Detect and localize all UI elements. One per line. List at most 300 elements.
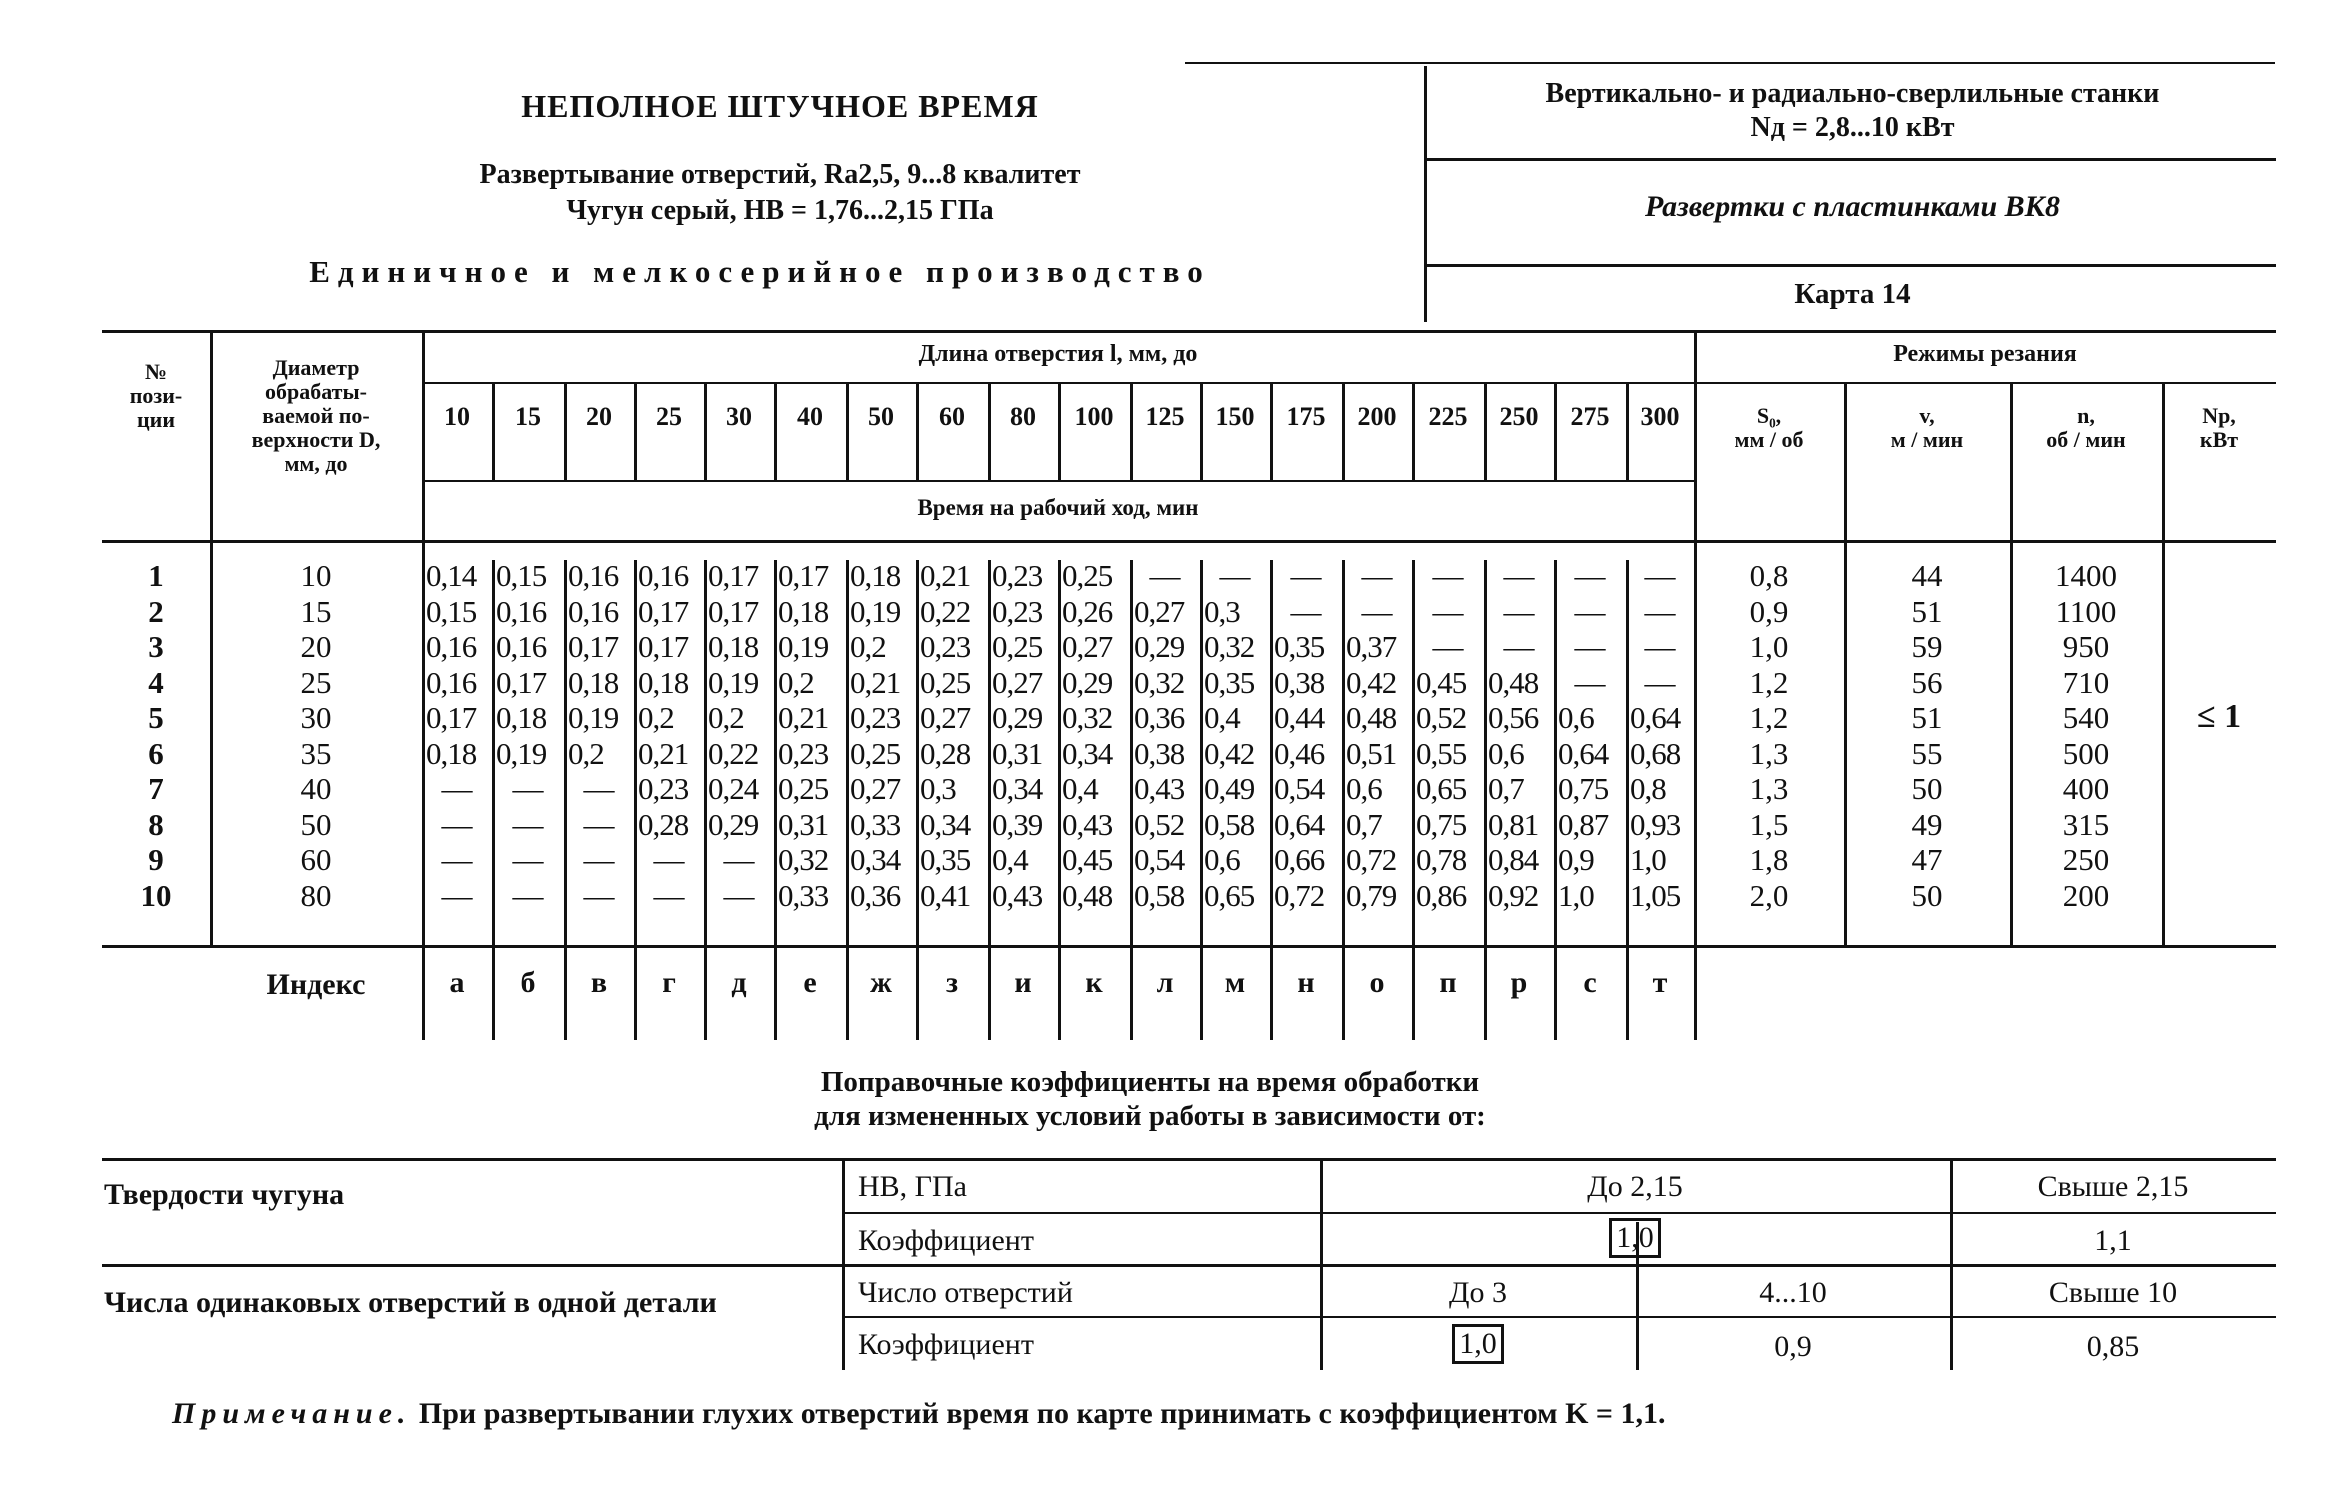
time-cell: 0,34 — [850, 842, 901, 877]
note — [172, 1397, 2172, 1431]
time-cell: 0,22 — [920, 593, 971, 629]
index-letter: о — [1369, 966, 1385, 999]
time-cell: 0,3 — [920, 771, 956, 806]
length-value-175: 175 — [1286, 402, 1326, 431]
time-cell: 0,58 — [1204, 806, 1255, 842]
time-cell: 0,17 — [426, 700, 477, 735]
time-cell: 0,18 — [850, 558, 901, 593]
row-rpm: 250 — [2062, 842, 2110, 877]
time-cell: 0,33 — [778, 877, 829, 913]
time-cell: 0,19 — [850, 593, 901, 629]
time-cell: 0,55 — [1416, 735, 1467, 771]
time-cell: 0,27 — [1062, 629, 1113, 664]
row-rpm: 1100 — [2055, 593, 2117, 629]
time-cell: 0,2 — [850, 629, 886, 664]
time-cell: — — [1432, 629, 1464, 664]
time-cell: 0,16 — [496, 593, 547, 629]
time-cell: 1,05 — [1630, 877, 1681, 913]
production-type: Единичное и мелкосерийное производство — [309, 254, 1211, 289]
time-cell: — — [1290, 558, 1322, 593]
time-cell: 0,32 — [1062, 700, 1113, 735]
row-diameter: 50 — [300, 806, 332, 842]
hardness-coef-label: Коэффициент — [858, 1224, 1034, 1257]
mode-feed-header-line: мм / об — [1734, 427, 1804, 452]
time-cell: 0,2 — [708, 700, 744, 735]
hardness-coef-1: 1,0 — [1609, 1218, 1661, 1258]
time-cell: — — [1574, 664, 1606, 700]
time-cell: 0,28 — [920, 735, 971, 771]
material-description: Чугун серый, HB = 1,76...2,15 ГПа — [566, 195, 994, 226]
time-cell: 0,23 — [638, 771, 689, 806]
time-cell: 0,21 — [920, 558, 971, 593]
length-header: Длина отверстия l, мм, до — [918, 341, 1198, 367]
time-cell: 0,18 — [426, 735, 477, 771]
time-cell: 0,8 — [1630, 771, 1666, 806]
time-cell: 0,35 — [920, 842, 971, 877]
length-value-100: 100 — [1074, 402, 1114, 431]
time-cell: — — [1432, 593, 1464, 629]
time-cell: 0,35 — [1274, 629, 1325, 664]
time-cell: — — [1644, 558, 1676, 593]
time-cell: 0,18 — [708, 629, 759, 664]
row-feed: 2,0 — [1749, 877, 1789, 913]
time-cell: 0,31 — [992, 735, 1043, 771]
time-cell: 0,27 — [1134, 593, 1185, 629]
time-cell: 0,64 — [1274, 806, 1325, 842]
mode-power-header-line: кВт — [2199, 427, 2239, 452]
time-header: Время на рабочий ход, мин — [917, 495, 1199, 520]
np-value: ≤ 1 — [2196, 698, 2242, 735]
row-position: 10 — [140, 877, 172, 913]
time-cell: 0,32 — [1204, 629, 1255, 664]
col-diameter-header-line: мм, до — [284, 451, 348, 476]
time-cell: — — [1574, 593, 1606, 629]
time-cell: 0,58 — [1134, 877, 1185, 913]
time-cell: — — [583, 806, 615, 842]
row-position: 4 — [148, 664, 164, 700]
row-feed: 1,5 — [1749, 806, 1789, 842]
holes-col-3: Свыше 10 — [2048, 1276, 2178, 1309]
time-cell: — — [723, 842, 755, 877]
holes-col-1: До 3 — [1449, 1276, 1507, 1309]
time-cell: 0,23 — [992, 558, 1043, 593]
time-cell: 0,17 — [496, 664, 547, 700]
time-cell: 0,7 — [1346, 806, 1382, 842]
time-cell: 0,18 — [638, 664, 689, 700]
index-letter: г — [662, 966, 676, 999]
header-rule-2 — [1426, 264, 2276, 267]
row-diameter: 30 — [300, 700, 332, 735]
time-cell: 0,27 — [920, 700, 971, 735]
time-cell: 0,75 — [1558, 771, 1609, 806]
time-cell: — — [1574, 629, 1606, 664]
col-diameter-header-line: Диаметр — [272, 355, 360, 380]
length-value-250: 250 — [1499, 402, 1539, 431]
tool-description: Развертки с пластинками ВК8 — [1644, 190, 2060, 223]
row-feed: 1,2 — [1749, 664, 1789, 700]
time-cell: 0,84 — [1488, 842, 1539, 877]
time-cell: 0,52 — [1134, 806, 1185, 842]
time-cell: 0,38 — [1274, 664, 1325, 700]
holes-coef-label: Коэффициент — [858, 1328, 1034, 1361]
row-diameter: 10 — [300, 558, 332, 593]
corr-rule — [842, 1316, 2276, 1318]
machine-type: Вертикально- и радиально-сверлильные станки — [1545, 78, 2160, 109]
row-rpm: 200 — [2062, 877, 2110, 913]
time-cell: 0,19 — [568, 700, 619, 735]
time-cell: 0,16 — [496, 629, 547, 664]
holes-coef-1: 1,0 — [1452, 1324, 1504, 1364]
corrections-title-1: Поправочные коэффициенты на время обработки — [820, 1066, 1480, 1098]
time-cell: 0,3 — [1204, 593, 1240, 629]
time-cell: 0,45 — [1062, 842, 1113, 877]
length-value-200: 200 — [1357, 402, 1397, 431]
header-bottom-rule — [102, 540, 2276, 543]
time-cell: 0,34 — [992, 771, 1043, 806]
time-cell: 0,78 — [1416, 842, 1467, 877]
card-number: Карта 14 — [1794, 278, 1911, 310]
time-cell: 0,75 — [1416, 806, 1467, 842]
time-cell: 0,65 — [1204, 877, 1255, 913]
time-cell: 0,65 — [1416, 771, 1467, 806]
time-cell: 0,93 — [1630, 806, 1681, 842]
time-cell: 0,9 — [1558, 842, 1594, 877]
time-cell: 0,23 — [778, 735, 829, 771]
row-rpm: 500 — [2062, 735, 2110, 771]
col-position-header-line: пози- — [129, 383, 183, 408]
time-cell: 0,6 — [1346, 771, 1382, 806]
time-cell: 0,7 — [1488, 771, 1524, 806]
row-feed: 1,8 — [1749, 842, 1789, 877]
length-value-225: 225 — [1428, 402, 1468, 431]
length-value-10: 10 — [444, 402, 470, 431]
row-diameter: 35 — [300, 735, 332, 771]
hardness-param: HB, ГПа — [858, 1170, 967, 1203]
row-speed: 59 — [1911, 629, 1943, 664]
time-cell: 0,24 — [708, 771, 759, 806]
row-rpm: 1400 — [2055, 558, 2117, 593]
time-cell: 0,54 — [1274, 771, 1325, 806]
time-cell: 0,25 — [850, 735, 901, 771]
time-header-rule — [422, 480, 1694, 482]
length-value-300: 300 — [1640, 402, 1680, 431]
time-cell: 0,41 — [920, 877, 971, 913]
length-value-125: 125 — [1145, 402, 1185, 431]
row-position: 5 — [148, 700, 164, 735]
row-speed: 55 — [1911, 735, 1943, 771]
time-cell: 0,48 — [1488, 664, 1539, 700]
row-diameter: 80 — [300, 877, 332, 913]
time-cell: 0,49 — [1204, 771, 1255, 806]
row-diameter: 40 — [300, 771, 332, 806]
row-position: 7 — [148, 771, 164, 806]
time-cell: 0,34 — [920, 806, 971, 842]
col-diameter-header-line: верхности D, — [251, 427, 381, 452]
hardness-label: Твердости чугуна — [104, 1178, 345, 1211]
time-cell: 0,86 — [1416, 877, 1467, 913]
length-value-80: 80 — [1010, 402, 1036, 431]
length-value-275: 275 — [1570, 402, 1610, 431]
time-cell: 0,25 — [778, 771, 829, 806]
time-cell: 0,19 — [496, 735, 547, 771]
hardness-col-2: Свыше 2,15 — [2037, 1170, 2189, 1203]
mode-power-header-line: Nр, — [2202, 403, 2236, 428]
mode-col-rule — [2162, 382, 2165, 945]
time-cell: 0,52 — [1416, 700, 1467, 735]
time-cell: — — [512, 877, 544, 913]
time-cell: 0,17 — [778, 558, 829, 593]
time-cell: 0,6 — [1488, 735, 1524, 771]
length-value-30: 30 — [726, 402, 752, 431]
modes-header: Режимы резания — [1893, 341, 2077, 367]
row-rpm: 315 — [2062, 806, 2110, 842]
time-cell: — — [441, 877, 473, 913]
time-cell: 0,36 — [850, 877, 901, 913]
row-feed: 1,3 — [1749, 771, 1789, 806]
time-cell: — — [1361, 558, 1393, 593]
mode-rpm-header-line: n, — [2077, 403, 2095, 428]
time-cell: 0,72 — [1346, 842, 1397, 877]
row-speed: 50 — [1911, 771, 1943, 806]
row-diameter: 25 — [300, 664, 332, 700]
time-cell: 0,16 — [426, 664, 477, 700]
time-cell: 0,17 — [638, 593, 689, 629]
time-cell: — — [1361, 593, 1393, 629]
row-feed: 1,3 — [1749, 735, 1789, 771]
holes-label: Числа одинаковых отверстий в одной детали — [104, 1286, 717, 1319]
mode-rpm-header — [2010, 404, 2162, 452]
time-cell: 0,6 — [1204, 842, 1240, 877]
diam-col-rule — [422, 330, 425, 1040]
time-cell: — — [512, 842, 544, 877]
time-cell: 0,68 — [1630, 735, 1681, 771]
index-letter: а — [449, 966, 465, 999]
row-position: 2 — [148, 593, 164, 629]
time-cell: 0,25 — [1062, 558, 1113, 593]
index-letter: п — [1439, 966, 1457, 999]
time-cell: 0,4 — [1062, 771, 1098, 806]
index-letter: л — [1156, 966, 1174, 999]
index-label: Индекс — [266, 968, 366, 1001]
row-position: 3 — [148, 629, 164, 664]
row-diameter: 60 — [300, 842, 332, 877]
time-cell: 0,54 — [1134, 842, 1185, 877]
index-letter: к — [1085, 966, 1103, 999]
length-value-40: 40 — [797, 402, 823, 431]
time-cell: — — [512, 771, 544, 806]
page-title: НЕПОЛНОЕ ШТУЧНОЕ ВРЕМЯ — [521, 88, 1039, 124]
length-value-20: 20 — [586, 402, 612, 431]
holes-param: Число отверстий — [858, 1276, 1073, 1309]
holes-coef-1-cell — [1320, 1324, 1636, 1364]
corr-rule — [842, 1212, 2276, 1214]
col-diameter-header — [214, 356, 418, 476]
col-diameter-header-line: ваемой по- — [262, 403, 370, 428]
index-letter: д — [731, 966, 747, 999]
time-cell: — — [583, 771, 615, 806]
index-letter: ж — [870, 966, 892, 999]
time-cell: 0,6 — [1558, 700, 1594, 735]
time-cell: 0,44 — [1274, 700, 1325, 735]
row-rpm: 400 — [2062, 771, 2110, 806]
col-position-header-line: ции — [136, 407, 176, 432]
mode-speed-header — [1844, 404, 2010, 452]
mode-speed-header-line: v, — [1919, 403, 1935, 428]
row-feed: 1,2 — [1749, 700, 1789, 735]
row-position: 8 — [148, 806, 164, 842]
mode-feed-header-line: S₀, — [1756, 403, 1782, 428]
time-cell: 0,64 — [1558, 735, 1609, 771]
time-cell: 0,37 — [1346, 629, 1397, 664]
time-cell: 0,28 — [638, 806, 689, 842]
time-cell: 0,32 — [1134, 664, 1185, 700]
corr-param-rule — [842, 1158, 845, 1370]
time-cell: 0,18 — [496, 700, 547, 735]
index-letter: т — [1652, 966, 1668, 999]
time-cell: 0,92 — [1488, 877, 1539, 913]
time-cell: 0,18 — [568, 664, 619, 700]
header-divider — [1424, 66, 1427, 322]
time-cell: 0,17 — [568, 629, 619, 664]
time-cell: 0,32 — [778, 842, 829, 877]
row-speed: 47 — [1911, 842, 1943, 877]
time-cell: 0,2 — [638, 700, 674, 735]
time-cell: 0,22 — [708, 735, 759, 771]
time-cell: 0,21 — [850, 664, 901, 700]
row-speed: 49 — [1911, 806, 1943, 842]
index-letter: с — [1583, 966, 1597, 999]
time-cell: 0,17 — [638, 629, 689, 664]
row-feed: 1,0 — [1749, 629, 1789, 664]
mode-rpm-header-line: об / мин — [2046, 427, 2126, 452]
length-value-60: 60 — [939, 402, 965, 431]
time-cell: 0,14 — [426, 558, 477, 593]
index-letter: в — [590, 966, 608, 999]
time-cell: — — [1149, 558, 1181, 593]
pos-col-rule — [210, 330, 213, 945]
time-cell: 0,23 — [920, 629, 971, 664]
time-cell: 0,45 — [1416, 664, 1467, 700]
mode-speed-header-line: м / мин — [1890, 427, 1964, 452]
time-cell: 0,33 — [850, 806, 901, 842]
index-letter: и — [1014, 966, 1032, 999]
time-cell: 0,2 — [778, 664, 814, 700]
time-cell: 0,66 — [1274, 842, 1325, 877]
time-cell: 0,48 — [1346, 700, 1397, 735]
time-cell: — — [1503, 593, 1535, 629]
holes-coef-2: 0,9 — [1774, 1330, 1812, 1363]
time-cell: 0,35 — [1204, 664, 1255, 700]
time-cell: 0,26 — [1062, 593, 1113, 629]
col-position-header — [104, 360, 208, 432]
time-cell: 0,29 — [1134, 629, 1185, 664]
time-cell: 0,36 — [1134, 700, 1185, 735]
row-position: 9 — [148, 842, 164, 877]
time-cell: 0,17 — [708, 593, 759, 629]
time-cell: 0,48 — [1062, 877, 1113, 913]
header-rule-1 — [1426, 158, 2276, 161]
length-value-150: 150 — [1215, 402, 1255, 431]
length-value-15: 15 — [515, 402, 541, 431]
row-diameter: 15 — [300, 593, 332, 629]
time-cell: 0,25 — [920, 664, 971, 700]
row-feed: 0,8 — [1749, 558, 1789, 593]
mode-feed-header — [1694, 404, 1844, 452]
time-cell: 0,16 — [568, 558, 619, 593]
corrections-title-2: для измененных условий работы в зависимости от: — [814, 1100, 1486, 1132]
time-cell: 0,27 — [992, 664, 1043, 700]
time-cell: — — [723, 877, 755, 913]
time-cell: 0,46 — [1274, 735, 1325, 771]
time-cell: 0,29 — [1062, 664, 1113, 700]
hardness-coef-2: 1,1 — [2094, 1224, 2132, 1257]
time-cell: 0,19 — [778, 629, 829, 664]
time-cell: 0,29 — [992, 700, 1043, 735]
index-letter: н — [1297, 966, 1315, 999]
index-letter: м — [1224, 966, 1246, 999]
data-bottom-rule — [102, 945, 2276, 948]
time-cell: 0,29 — [708, 806, 759, 842]
time-cell: 0,34 — [1062, 735, 1113, 771]
note-text: При развертывании глухих отверстий время по карте принимать с коэффициентом K = 1,1. — [418, 1397, 1666, 1430]
time-cell: 0,23 — [850, 700, 901, 735]
time-cell: 0,18 — [778, 593, 829, 629]
index-letter: з — [945, 966, 959, 999]
time-cell: — — [653, 877, 685, 913]
time-cell: 0,16 — [568, 593, 619, 629]
note-label: Примечание. — [172, 1397, 412, 1430]
row-speed: 51 — [1911, 700, 1943, 735]
time-cell: 0,4 — [1204, 700, 1240, 735]
time-cell: — — [1574, 558, 1606, 593]
time-cell: — — [1503, 558, 1535, 593]
col-diameter-header-line: обрабаты- — [265, 379, 367, 404]
time-cell: 0,31 — [778, 806, 829, 842]
time-cell: 0,79 — [1346, 877, 1397, 913]
time-cell: — — [1644, 593, 1676, 629]
machine-power: Nд = 2,8...10 кВт — [1750, 112, 1955, 143]
time-cell: 0,72 — [1274, 877, 1325, 913]
time-cell: 0,64 — [1630, 700, 1681, 735]
mode-power-header — [2162, 404, 2276, 452]
time-cell: — — [441, 842, 473, 877]
time-cell: 0,27 — [850, 771, 901, 806]
row-speed: 50 — [1911, 877, 1943, 913]
time-cell: 0,42 — [1204, 735, 1255, 771]
time-cell: — — [441, 806, 473, 842]
time-cell: 0,38 — [1134, 735, 1185, 771]
time-cell: 1,0 — [1558, 877, 1594, 913]
row-rpm: 540 — [2062, 700, 2110, 735]
time-cell: 0,43 — [992, 877, 1043, 913]
index-letter: б — [520, 966, 536, 999]
holes-col-2: 4...10 — [1759, 1276, 1827, 1309]
modes-header-rule — [1694, 382, 2276, 384]
time-cell: — — [653, 842, 685, 877]
hardness-coef-1-cell — [1320, 1218, 1950, 1258]
time-cell: 0,4 — [992, 842, 1028, 877]
time-cell: — — [583, 877, 615, 913]
row-rpm: 710 — [2062, 664, 2110, 700]
time-cell: 0,21 — [638, 735, 689, 771]
row-feed: 0,9 — [1749, 593, 1789, 629]
time-cell: 0,23 — [992, 593, 1043, 629]
time-cell: — — [1644, 629, 1676, 664]
row-speed: 56 — [1911, 664, 1943, 700]
length-value-25: 25 — [656, 402, 682, 431]
row-speed: 44 — [1911, 558, 1943, 593]
time-cell: 0,15 — [496, 558, 547, 593]
